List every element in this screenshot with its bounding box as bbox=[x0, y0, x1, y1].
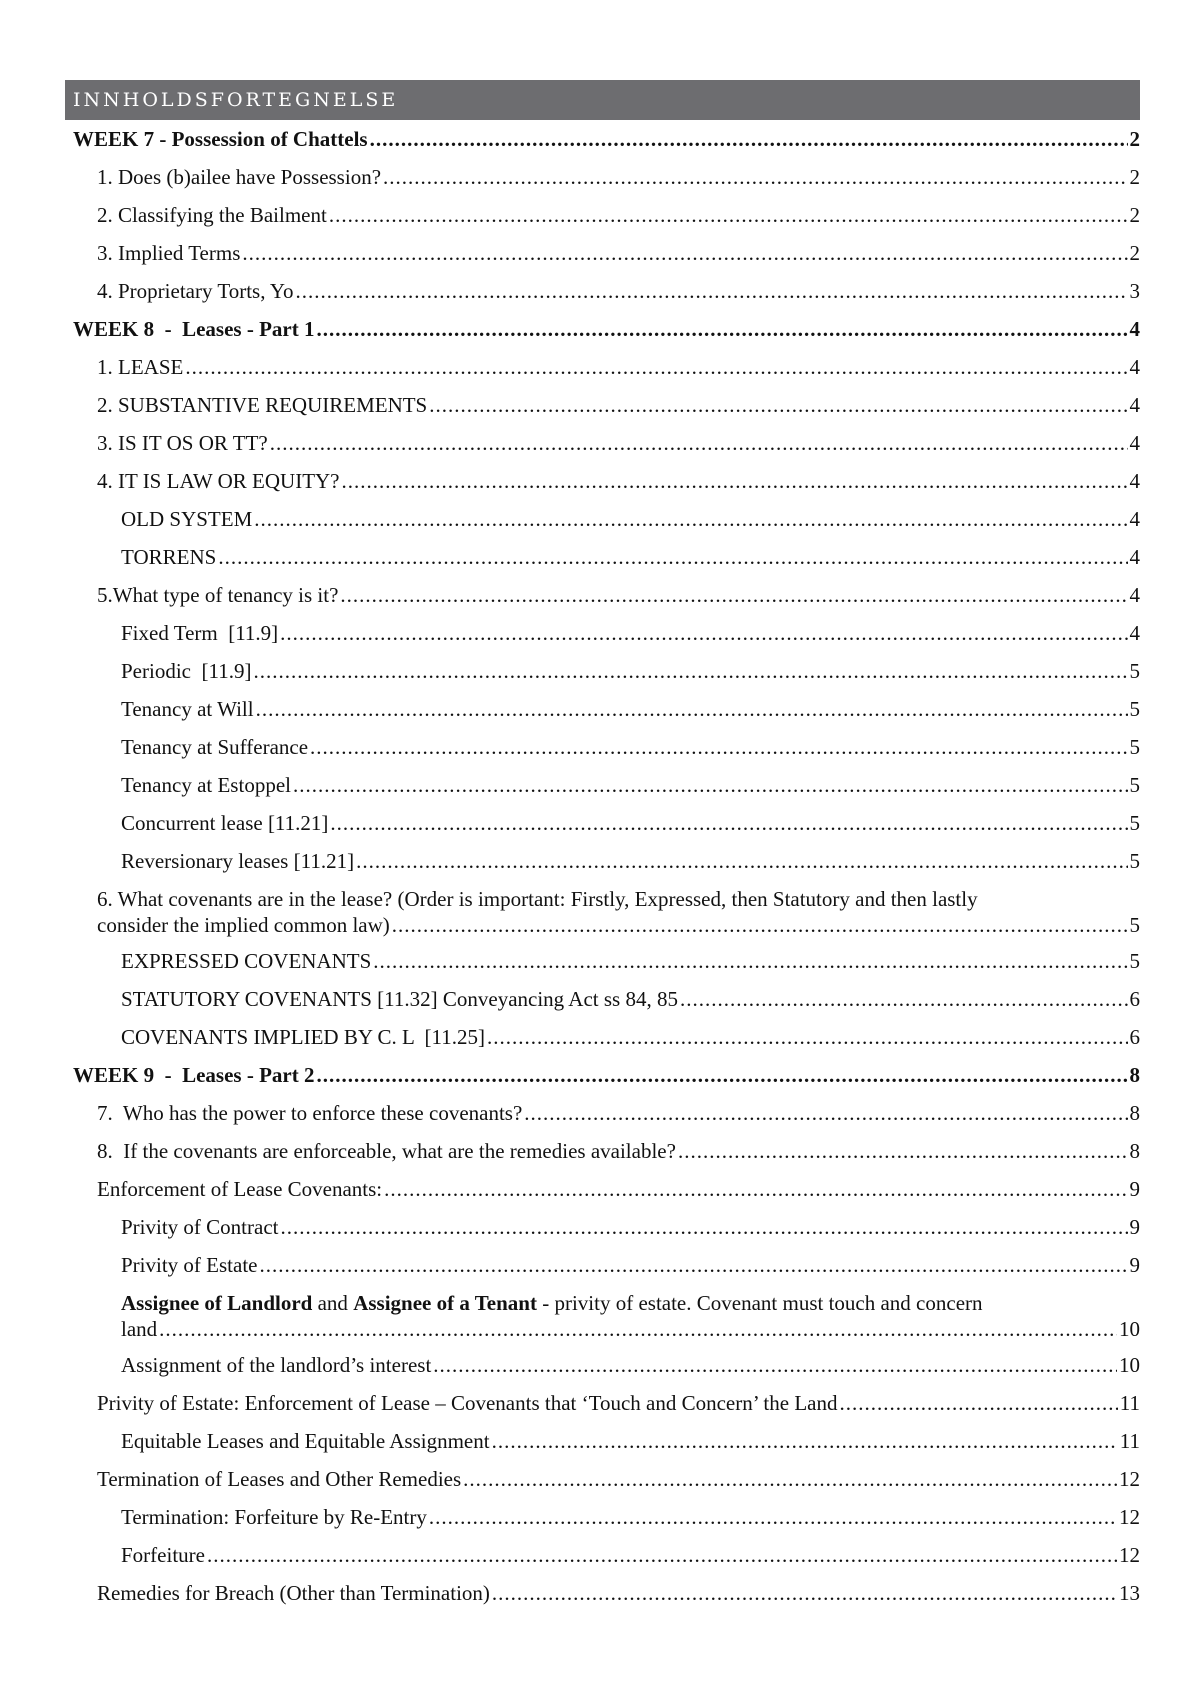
toc-entry-title: Tenancy at Will bbox=[121, 697, 254, 721]
toc-entry-title: Concurrent lease [11.21] bbox=[121, 811, 329, 835]
toc-entry-title: 1. Does (b)ailee have Possession? bbox=[97, 165, 382, 189]
toc-entry-title: 4. IT IS LAW OR EQUITY? bbox=[97, 469, 340, 493]
toc-heading: INNHOLDSFORTEGNELSE bbox=[65, 80, 1140, 120]
toc-entry-page: 5 bbox=[1129, 735, 1140, 759]
toc-entry-page: 12 bbox=[1119, 1505, 1140, 1529]
dot-leader bbox=[259, 1252, 1127, 1278]
toc-entry[interactable] bbox=[65, 1580, 1140, 1606]
toc-entry-title: 3. IS IT OS OR TT? bbox=[97, 431, 268, 455]
toc-entry[interactable] bbox=[65, 430, 1140, 456]
toc-entry-page: 9 bbox=[1129, 1215, 1140, 1239]
toc-entry-title: Termination: Forfeiture by Re-Entry bbox=[121, 1505, 427, 1529]
toc-entry[interactable] bbox=[65, 1466, 1140, 1492]
toc-entry-title: WEEK 9 - Leases - Part 2 bbox=[73, 1063, 315, 1087]
dot-leader bbox=[253, 658, 1127, 684]
toc-entry-page: 8 bbox=[1129, 1139, 1140, 1163]
toc-entry-title: 3. Implied Terms bbox=[97, 241, 241, 265]
dot-leader bbox=[316, 1062, 1127, 1088]
toc-entry-title: Privity of Estate: Enforcement of Lease – Covenants that ‘Touch and Concern’ the Land bbox=[97, 1391, 838, 1415]
dot-leader bbox=[159, 1316, 1117, 1342]
toc-entry-page: 2 bbox=[1129, 241, 1140, 265]
toc-entry-title-line2: land bbox=[121, 1317, 158, 1341]
dot-leader bbox=[384, 1176, 1127, 1202]
dot-leader bbox=[356, 848, 1127, 874]
toc-entry-title: WEEK 7 - Possession of Chattels bbox=[73, 127, 368, 151]
plain-text: and bbox=[312, 1291, 354, 1315]
toc-entry-title: WEEK 8 - Leases - Part 1 bbox=[73, 317, 315, 341]
toc-entry[interactable] bbox=[65, 240, 1140, 266]
toc-entry-page: 6 bbox=[1129, 987, 1140, 1011]
toc-entry-week8[interactable] bbox=[65, 316, 1140, 342]
toc-entry-page: 4 bbox=[1129, 583, 1140, 607]
toc-entry-title: COVENANTS IMPLIED BY C. L [11.25] bbox=[121, 1025, 485, 1049]
bold-text: Assignee of a Tenant bbox=[353, 1291, 537, 1315]
toc-entry-title: Assignment of the landlord’s interest bbox=[121, 1353, 432, 1377]
toc-entry-page: 2 bbox=[1129, 165, 1140, 189]
toc-entry-title: Tenancy at Estoppel bbox=[121, 773, 291, 797]
toc-entry-page: 4 bbox=[1129, 431, 1140, 455]
toc-entry-title: Remedies for Breach (Other than Termination) bbox=[97, 1581, 490, 1605]
dot-leader bbox=[280, 620, 1127, 646]
toc-entry-covenants[interactable] bbox=[65, 886, 1140, 938]
toc-entry-page: 5 bbox=[1129, 811, 1140, 835]
toc-entry-title: Termination of Leases and Other Remedies bbox=[97, 1467, 462, 1491]
toc-entry[interactable] bbox=[65, 278, 1140, 304]
dot-leader bbox=[429, 1504, 1117, 1530]
dot-leader bbox=[492, 1580, 1117, 1606]
dot-leader bbox=[383, 164, 1127, 190]
toc-entry[interactable] bbox=[65, 734, 1140, 760]
toc-entry[interactable] bbox=[65, 1214, 1140, 1240]
toc-entry-page: 11 bbox=[1119, 1391, 1140, 1415]
dot-leader bbox=[330, 810, 1127, 836]
toc-entry[interactable] bbox=[65, 582, 1140, 608]
toc-entry-title-line2: consider the implied common law) bbox=[97, 913, 390, 937]
toc-entry-page: 5 bbox=[1129, 773, 1140, 797]
toc-entry-title-line1 bbox=[121, 1290, 1140, 1316]
toc-entry-title: Forfeiture bbox=[121, 1543, 205, 1567]
dot-leader bbox=[492, 1428, 1118, 1454]
dot-leader bbox=[433, 1352, 1117, 1378]
toc-entry[interactable] bbox=[65, 1100, 1140, 1126]
toc-entry[interactable] bbox=[65, 468, 1140, 494]
dot-leader bbox=[463, 1466, 1117, 1492]
dot-leader bbox=[270, 430, 1128, 456]
toc-entry[interactable] bbox=[65, 810, 1140, 836]
toc-entry-title: 1. LEASE bbox=[97, 355, 184, 379]
toc-entry[interactable] bbox=[65, 1024, 1140, 1050]
toc-entry-page: 5 bbox=[1129, 849, 1140, 873]
toc-entry-title: 2. SUBSTANTIVE REQUIREMENTS bbox=[97, 393, 428, 417]
toc-entry-page: 9 bbox=[1129, 1177, 1140, 1201]
dot-leader bbox=[373, 948, 1127, 974]
toc-entry-page: 13 bbox=[1119, 1581, 1140, 1605]
toc-entry[interactable] bbox=[65, 1138, 1140, 1164]
toc-entry-title: Reversionary leases [11.21] bbox=[121, 849, 355, 873]
toc-entry-assignee[interactable] bbox=[65, 1290, 1140, 1342]
dot-leader bbox=[342, 468, 1128, 494]
dot-leader bbox=[242, 240, 1127, 266]
toc-entry-page: 11 bbox=[1119, 1429, 1140, 1453]
dot-leader bbox=[254, 506, 1127, 532]
toc-entry[interactable] bbox=[65, 696, 1140, 722]
toc-entry-page: 5 bbox=[1129, 659, 1140, 683]
dot-leader bbox=[280, 1214, 1127, 1240]
toc-entry[interactable] bbox=[65, 1504, 1140, 1530]
bold-text: Assignee of Landlord bbox=[121, 1291, 313, 1315]
dot-leader bbox=[293, 772, 1128, 798]
toc-entry-page: 4 bbox=[1129, 469, 1140, 493]
toc-entry-page: 8 bbox=[1129, 1063, 1140, 1087]
toc-entry-title: 5.What type of tenancy is it? bbox=[97, 583, 339, 607]
toc-entry[interactable] bbox=[65, 202, 1140, 228]
toc-entry[interactable] bbox=[65, 1428, 1140, 1454]
toc-entry-title: Periodic [11.9] bbox=[121, 659, 252, 683]
dot-leader bbox=[185, 354, 1127, 380]
toc-entry[interactable] bbox=[65, 620, 1140, 646]
toc-entry[interactable] bbox=[65, 506, 1140, 532]
toc-entry[interactable] bbox=[65, 1390, 1140, 1416]
dot-leader bbox=[310, 734, 1127, 760]
toc-entry-title: EXPRESSED COVENANTS bbox=[121, 949, 372, 973]
toc-entry-page: 12 bbox=[1119, 1543, 1140, 1567]
toc-entry[interactable] bbox=[65, 354, 1140, 380]
toc-entry-page: 4 bbox=[1129, 545, 1140, 569]
toc-entry[interactable] bbox=[65, 848, 1140, 874]
toc-entry[interactable] bbox=[65, 1352, 1140, 1378]
dot-leader bbox=[370, 126, 1128, 152]
toc-entry-page: 2 bbox=[1129, 127, 1140, 151]
toc-entry-week9[interactable] bbox=[65, 1062, 1140, 1088]
toc-entry-title: Privity of Contract bbox=[121, 1215, 279, 1239]
toc-entry-title: Fixed Term [11.9] bbox=[121, 621, 279, 645]
dot-leader bbox=[392, 912, 1128, 938]
dot-leader bbox=[316, 316, 1127, 342]
dot-leader bbox=[680, 986, 1128, 1012]
toc-entry-title: OLD SYSTEM bbox=[121, 507, 253, 531]
toc-entry-title: 7. Who has the power to enforce these covenants? bbox=[97, 1101, 523, 1125]
toc-entry-page: 4 bbox=[1129, 507, 1140, 531]
dot-leader bbox=[296, 278, 1128, 304]
dot-leader bbox=[256, 696, 1128, 722]
toc-entry-week7[interactable] bbox=[65, 126, 1140, 152]
toc-entry-title: 4. Proprietary Torts, Yo bbox=[97, 279, 294, 303]
toc-entry-page: 5 bbox=[1129, 949, 1140, 973]
toc-entry-title: 8. If the covenants are enforceable, what are the remedies available? bbox=[97, 1139, 676, 1163]
dot-leader bbox=[840, 1390, 1118, 1416]
toc-entry-title: STATUTORY COVENANTS [11.32] Conveyancing Act ss 84, 85 bbox=[121, 987, 678, 1011]
toc-entry-page: 4 bbox=[1129, 621, 1140, 645]
toc-entry[interactable] bbox=[65, 164, 1140, 190]
toc-entry-page: 12 bbox=[1119, 1467, 1140, 1491]
dot-leader bbox=[207, 1542, 1117, 1568]
toc-entry-page: 8 bbox=[1129, 1101, 1140, 1125]
toc-entry[interactable] bbox=[65, 772, 1140, 798]
dot-leader bbox=[524, 1100, 1127, 1126]
toc-entry[interactable] bbox=[65, 1176, 1140, 1202]
toc-entry-page: 10 bbox=[1119, 1353, 1140, 1377]
toc-entry[interactable] bbox=[65, 658, 1140, 684]
dot-leader bbox=[218, 544, 1127, 570]
plain-text: - privity of estate. Covenant must touch and concern bbox=[536, 1291, 983, 1315]
toc-entry-title: Tenancy at Sufferance bbox=[121, 735, 309, 759]
dot-leader bbox=[678, 1138, 1128, 1164]
toc-entry[interactable] bbox=[65, 986, 1140, 1012]
toc-entry-page: 2 bbox=[1129, 203, 1140, 227]
toc-entry-page: 6 bbox=[1129, 1025, 1140, 1049]
toc-entry[interactable] bbox=[65, 544, 1140, 570]
dot-leader bbox=[429, 392, 1127, 418]
toc-entry-page: 4 bbox=[1129, 393, 1140, 417]
toc-entry-page: 10 bbox=[1119, 1317, 1140, 1341]
toc-entry-title: Enforcement of Lease Covenants: bbox=[97, 1177, 383, 1201]
toc-entry-title: Privity of Estate bbox=[121, 1253, 258, 1277]
toc-entry[interactable] bbox=[65, 1252, 1140, 1278]
dot-leader bbox=[329, 202, 1128, 228]
toc-entry-title: TORRENS bbox=[121, 545, 217, 569]
toc-entry[interactable] bbox=[65, 1542, 1140, 1568]
toc-entry-page: 4 bbox=[1129, 317, 1140, 341]
dot-leader bbox=[340, 582, 1127, 608]
toc-entry-page: 3 bbox=[1129, 279, 1140, 303]
toc-entry[interactable] bbox=[65, 948, 1140, 974]
toc-entry-page: 9 bbox=[1129, 1253, 1140, 1277]
toc-entry-page: 5 bbox=[1129, 697, 1140, 721]
toc-page bbox=[65, 80, 1140, 1618]
toc-entry-page: 5 bbox=[1129, 913, 1140, 937]
toc-entry-title: 2. Classifying the Bailment bbox=[97, 203, 327, 227]
dot-leader bbox=[487, 1024, 1128, 1050]
toc-entry-title: Equitable Leases and Equitable Assignment bbox=[121, 1429, 490, 1453]
toc-entry[interactable] bbox=[65, 392, 1140, 418]
toc-entry-page: 4 bbox=[1129, 355, 1140, 379]
toc-entry-title-line1: 6. What covenants are in the lease? (Order is important: Firstly, Expressed, then Statutory and then lastly bbox=[97, 887, 978, 911]
